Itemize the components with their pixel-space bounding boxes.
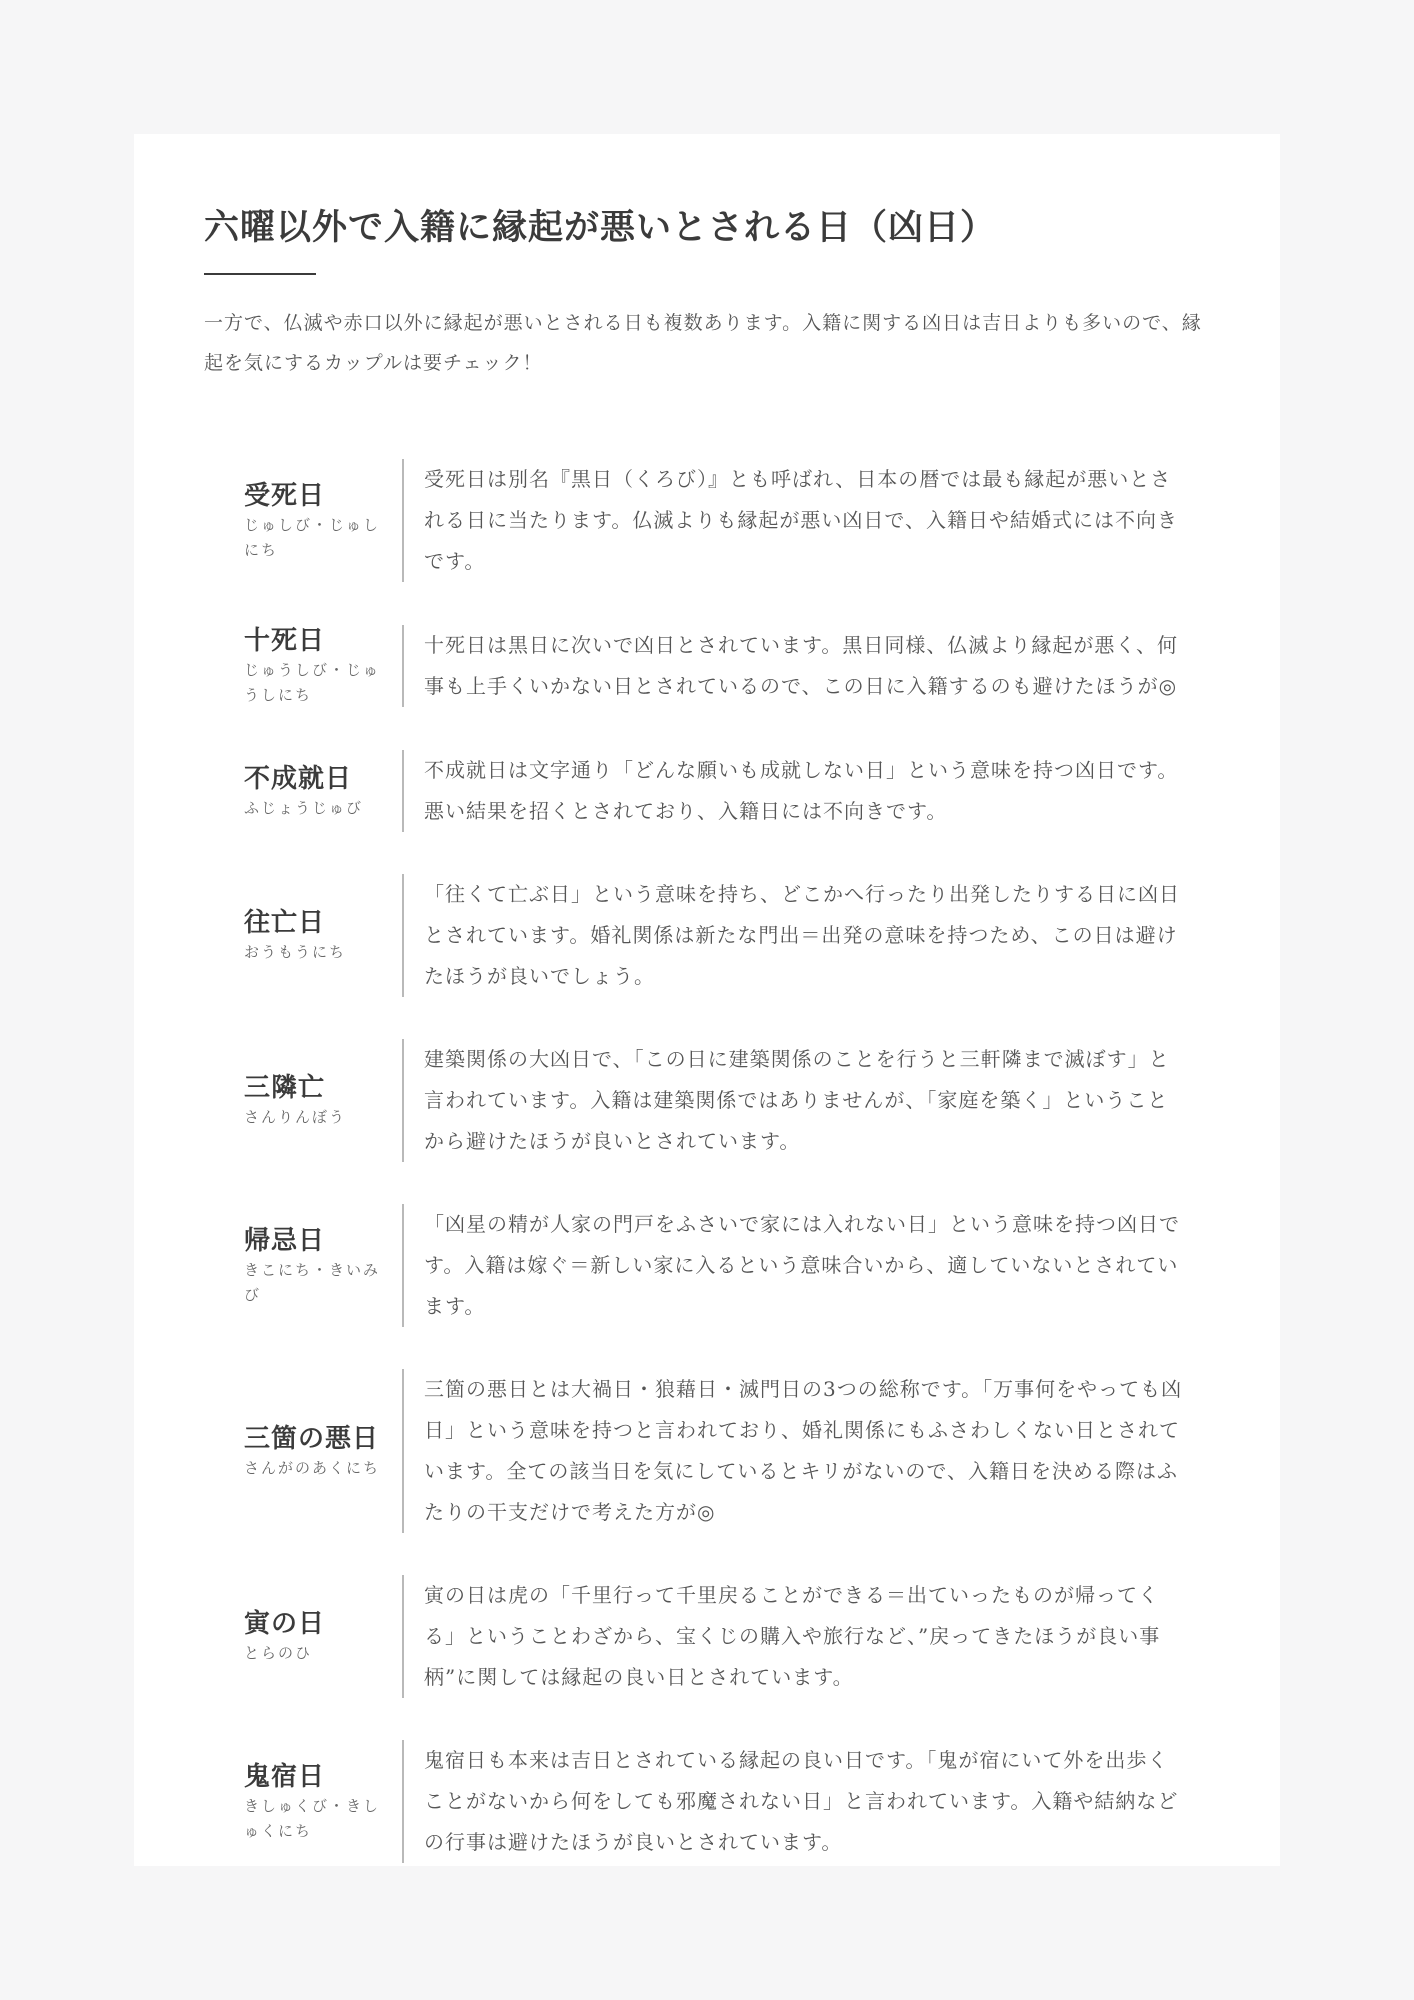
list-item (244, 1369, 1184, 1533)
term-reading: とらのひ (244, 1644, 313, 1662)
term-description: 受死日は別名『黒日（くろび）』とも呼ばれ、日本の暦では最も縁起が悪いとされる日に当たります。仏滅よりも縁起が悪い凶日で、入籍日や結婚式には不向きです。 (402, 459, 1184, 582)
term-name: 受死日 (244, 480, 326, 511)
term-block (244, 1760, 402, 1844)
term-description: 十死日は黒日に次いで凶日とされています。黒日同様、仏滅より縁起が悪く、何事も上手くいかない日とされているので、この日に入籍するのも避けたほうが◎ (402, 625, 1184, 707)
term-block (244, 1224, 402, 1308)
section-heading: 六曜以外で入籍に縁起が悪いとされる日（凶日） (204, 207, 997, 248)
term-block (244, 906, 402, 965)
term-name: 三箇の悪日 (244, 1423, 380, 1454)
list-item (244, 1204, 1184, 1327)
term-block (244, 479, 402, 563)
term-reading: さんりんぼう (244, 1108, 347, 1126)
list-item (244, 624, 1184, 708)
term-name: 不成就日 (244, 763, 353, 794)
list-item (244, 1575, 1184, 1698)
term-description: 「凶星の精が人家の門戸をふさいで家には入れない日」という意味を持つ凶日です。入籍は嫁ぐ＝新しい家に入るという意味合いから、適していないとされています。 (402, 1204, 1184, 1327)
bad-days-list (244, 459, 1184, 1905)
term-reading: きこにち・きいみび (244, 1260, 381, 1304)
list-item (244, 874, 1184, 997)
article-card (134, 134, 1280, 1866)
intro-paragraph: 一方で、仏滅や赤口以外に縁起が悪いとされる日も複数あります。入籍に関する凶日は吉日よりも多いので、縁起を気にするカップルは要チェック！ (204, 312, 1202, 374)
term-reading: ふじょうじゅび (244, 798, 364, 817)
term-description: 不成就日は文字通り「どんな願いも成就しない日」という意味を持つ凶日です。悪い結果を招くとされており、入籍日には不向きです。 (402, 750, 1184, 832)
term-name: 鬼宿日 (244, 1761, 326, 1792)
term-name: 三隣亡 (244, 1073, 326, 1103)
term-block (244, 624, 402, 708)
list-item (244, 1039, 1184, 1162)
list-item (244, 750, 1184, 832)
term-description: 三箇の悪日とは大禍日・狼藉日・滅門日の3つの総称です。「万事何をやっても凶日」という意味を持つと言われており、婚礼関係にもふさわしくない日とされています。全ての該当日を気にしているとキリがないので、入籍日を決める際はふたりの干支だけで考えた方が◎ (402, 1369, 1184, 1533)
list-item (244, 1740, 1184, 1863)
term-description: 鬼宿日も本来は吉日とされている縁起の良い日です。「鬼が宿にいて外を出歩くことがないから何をしても邪魔されない日」と言われています。入籍や結納などの行事は避けたほうが良いとされています。 (402, 1740, 1184, 1863)
term-block (244, 762, 402, 821)
term-block (244, 1607, 402, 1666)
term-description: 「往くて亡ぶ日」という意味を持ち、どこかへ行ったり出発したりする日に凶日とされています。婚礼関係は新たな門出＝出発の意味を持つため、この日は避けたほうが良いでしょう。 (402, 874, 1184, 997)
term-block (244, 1422, 402, 1481)
term-reading: じゅうしび・じゅうしにち (244, 661, 381, 704)
list-item (244, 459, 1184, 582)
term-description: 建築関係の大凶日で、「この日に建築関係のことを行うと三軒隣まで滅ぼす」と言われています。入籍は建築関係ではありませんが、「家庭を築く」ということから避けたほうが良いとされています。 (402, 1039, 1184, 1162)
heading-underline (204, 273, 316, 275)
term-name: 十死日 (244, 626, 326, 656)
term-name: 往亡日 (244, 908, 326, 938)
term-reading: さんがのあくにち (244, 1458, 381, 1477)
term-name: 帰忌日 (244, 1225, 326, 1256)
term-reading: じゅしび・じゅしにち (244, 515, 381, 559)
term-reading: おうもうにち (244, 943, 347, 961)
term-block (244, 1071, 402, 1130)
term-reading: きしゅくび・きしゅくにち (244, 1796, 381, 1840)
term-name: 寅の日 (244, 1609, 326, 1639)
term-description: 寅の日は虎の「千里行って千里戻ることができる＝出ていったものが帰ってくる」ということわざから、宝くじの購入や旅行など、”戻ってきたほうが良い事柄”に関しては縁起の良い日とされています。 (402, 1575, 1184, 1698)
